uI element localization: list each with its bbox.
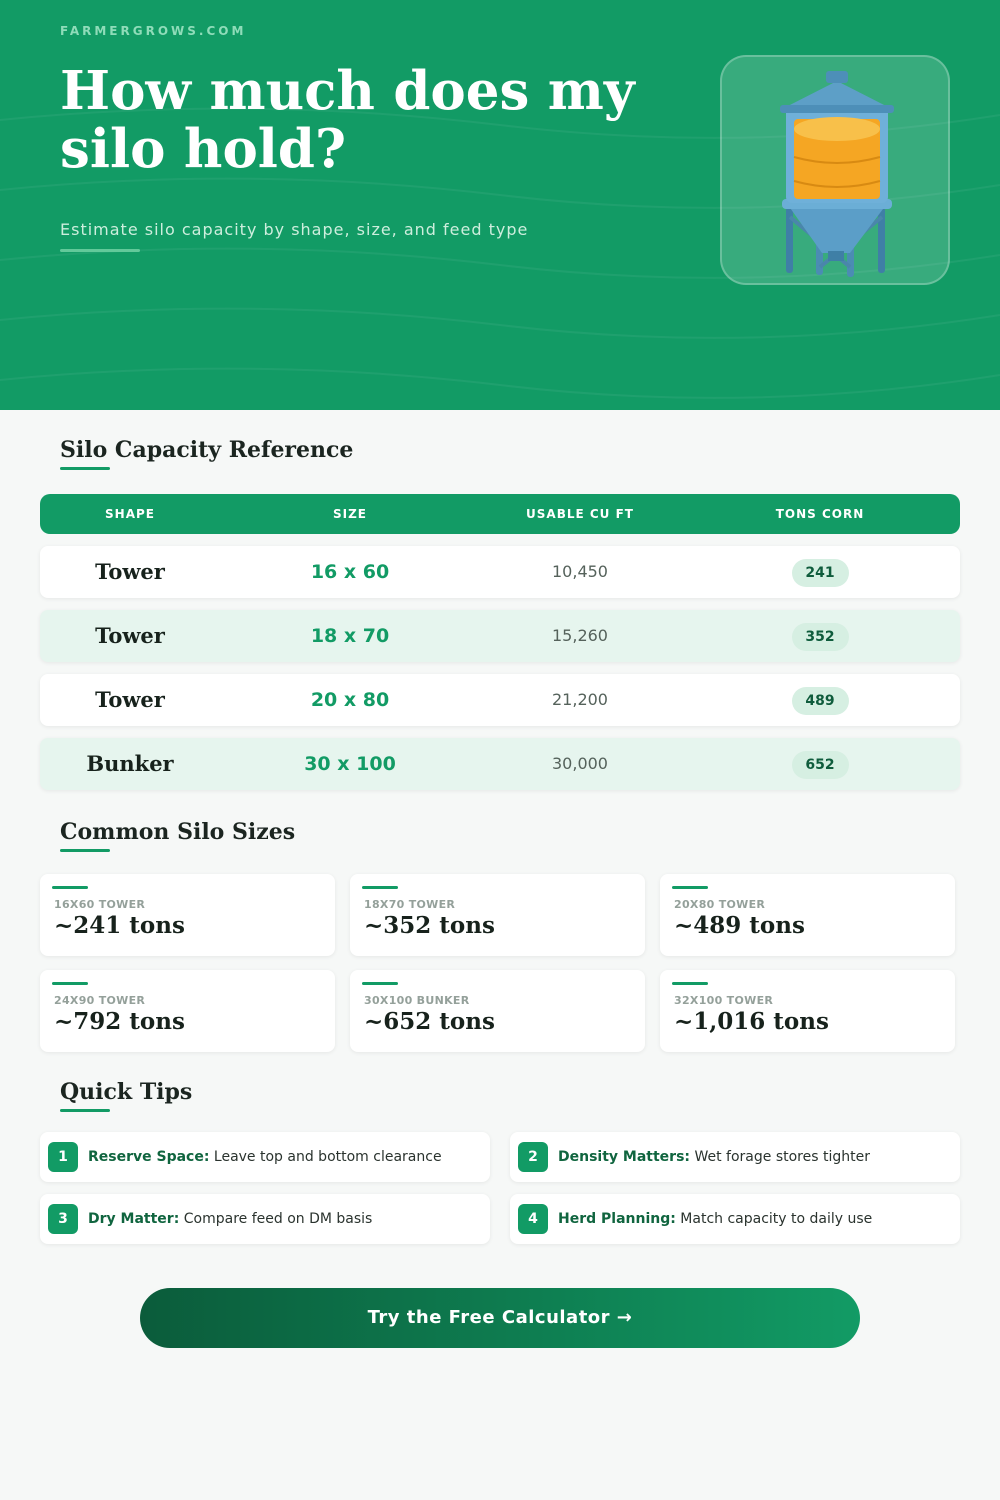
tip-text	[558, 1194, 872, 1244]
cell-tons	[710, 674, 930, 726]
size-card-value: ~1,016 tons	[674, 1008, 829, 1035]
cell-tons	[710, 546, 930, 598]
subtitle-underline	[60, 249, 140, 252]
tip-body: Match capacity to daily use	[675, 1211, 873, 1227]
silo-icon	[722, 57, 952, 287]
size-card	[40, 970, 335, 1052]
card-accent-bar	[362, 982, 398, 985]
tip-heading: Density Matters:	[558, 1149, 691, 1165]
tip-item	[40, 1194, 490, 1244]
size-card	[350, 970, 645, 1052]
brand-name: FARMERGROWS.COM	[60, 24, 247, 38]
tip-item	[40, 1132, 490, 1182]
size-card	[660, 970, 955, 1052]
silo-illustration-card	[720, 55, 950, 285]
table-row	[40, 546, 960, 598]
cell-cuft: 10,450	[552, 562, 608, 581]
tip-body: Compare feed on DM basis	[179, 1211, 373, 1227]
cell-size: 16 x 60	[310, 561, 390, 583]
cell-cuft: 30,000	[552, 754, 608, 773]
reference-section-title: Silo Capacity Reference	[60, 437, 354, 463]
tons-badge: 489	[792, 687, 849, 715]
size-card-label: 20X80 TOWER	[674, 898, 766, 911]
tip-heading: Herd Planning:	[558, 1211, 676, 1227]
reference-title-underline	[60, 467, 110, 470]
size-card-label: 32X100 TOWER	[674, 994, 774, 1007]
tip-number-badge: 1	[48, 1142, 78, 1172]
hero-banner	[0, 0, 1000, 410]
size-card	[350, 874, 645, 956]
cell-tons	[710, 610, 930, 662]
tips-section-title: Quick Tips	[60, 1079, 193, 1105]
table-row	[40, 674, 960, 726]
column-header-tons: TONS CORN	[775, 507, 865, 521]
tip-body: Wet forage stores tighter	[690, 1149, 870, 1165]
cell-tons	[710, 738, 930, 790]
card-accent-bar	[52, 886, 88, 889]
card-accent-bar	[672, 886, 708, 889]
tons-badge: 352	[792, 623, 849, 651]
size-card-value: ~489 tons	[674, 912, 805, 939]
column-header-cuft: USABLE CU FT	[526, 507, 634, 521]
size-card-value: ~792 tons	[54, 1008, 185, 1035]
size-card-label: 30X100 BUNKER	[364, 994, 470, 1007]
size-card	[660, 874, 955, 956]
tons-badge: 241	[792, 559, 849, 587]
card-accent-bar	[362, 886, 398, 889]
size-card-label: 16X60 TOWER	[54, 898, 146, 911]
tip-text	[88, 1194, 372, 1244]
table-row	[40, 738, 960, 790]
tip-number-badge: 4	[518, 1204, 548, 1234]
tip-text	[88, 1132, 442, 1182]
cell-size: 20 x 80	[310, 689, 390, 711]
card-accent-bar	[672, 982, 708, 985]
tip-number-badge: 3	[48, 1204, 78, 1234]
reference-table-header	[40, 494, 960, 534]
cell-cuft: 21,200	[552, 690, 608, 709]
tip-heading: Dry Matter:	[88, 1211, 180, 1227]
size-card-label: 24X90 TOWER	[54, 994, 146, 1007]
tip-item	[510, 1132, 960, 1182]
card-accent-bar	[52, 982, 88, 985]
column-header-shape: SHAPE	[105, 507, 155, 521]
common-sizes-section-title: Common Silo Sizes	[60, 819, 296, 845]
tip-item	[510, 1194, 960, 1244]
size-card-value: ~352 tons	[364, 912, 495, 939]
tip-heading: Reserve Space:	[88, 1149, 210, 1165]
tip-body: Leave top and bottom clearance	[209, 1149, 442, 1165]
cell-cuft: 15,260	[552, 626, 608, 645]
cell-size: 30 x 100	[304, 753, 396, 775]
cell-shape: Tower	[95, 559, 165, 584]
common-sizes-title-underline	[60, 849, 110, 852]
page-subtitle: Estimate silo capacity by shape, size, and feed type	[60, 220, 529, 239]
tips-title-underline	[60, 1109, 110, 1112]
cell-shape: Bunker	[86, 751, 174, 776]
cell-size: 18 x 70	[310, 625, 390, 647]
free-calculator-button[interactable]: Try the Free Calculator →	[140, 1288, 860, 1348]
size-card-label: 18X70 TOWER	[364, 898, 456, 911]
tons-badge: 652	[792, 751, 849, 779]
table-row	[40, 610, 960, 662]
page-title: How much does my silo hold?	[60, 60, 635, 180]
tip-text	[558, 1132, 870, 1182]
size-card-value: ~652 tons	[364, 1008, 495, 1035]
cell-shape: Tower	[95, 623, 165, 648]
size-card-value: ~241 tons	[54, 912, 185, 939]
tip-number-badge: 2	[518, 1142, 548, 1172]
column-header-size: SIZE	[332, 507, 367, 521]
size-card	[40, 874, 335, 956]
cell-shape: Tower	[95, 687, 165, 712]
